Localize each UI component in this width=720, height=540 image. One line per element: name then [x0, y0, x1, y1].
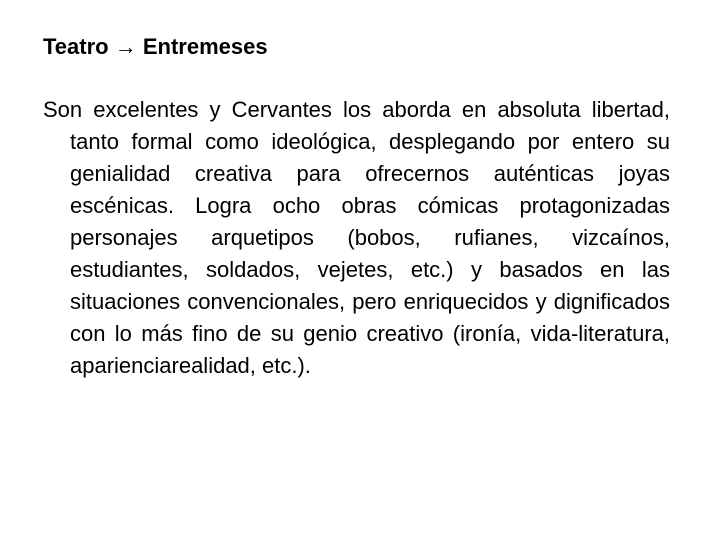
slide-heading: Teatro → Entremeses [43, 34, 268, 59]
slide-paragraph: Son excelentes y Cervantes los aborda en absoluta libertad, tanto formal como ideológica, desplegando por entero su genialidad creativa para ofrecernos auténticas joyas escénicas. Logra ocho obras cómicas protagonizadas personajes arquetipos (bobos, rufianes, vizcaínos, estudiantes, soldados, vejetes, etc.) y basados en las situaciones convencionales, pero enriquecidos y dignificados con lo más fino de su genio creativo (ironía, vida-literatura, aparienciarealidad, etc.). [43, 97, 670, 378]
